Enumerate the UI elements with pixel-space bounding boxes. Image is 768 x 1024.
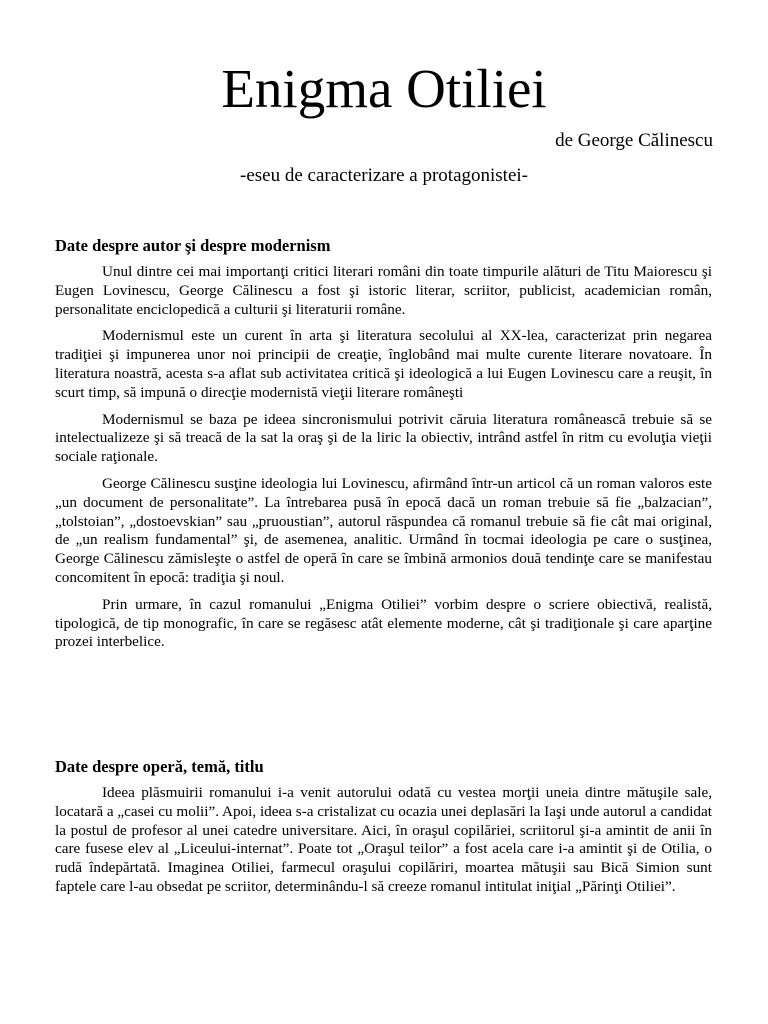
section-author-modernism: [55, 235, 712, 660]
document-subtitle: -eseu de caracterizare a protagonistei-: [240, 165, 528, 186]
paragraph: Modernismul este un curent în arta şi literatura secolului al XX-lea, caracterizat prin negarea tradiţiei şi impunerea unor noi principii de creaţie, înglobând mai multe curente literare novatoare. În literatura noastră, acesta s-a aflat sub activitatea critică şi ideologică a lui Eugen Lovinescu care a reuşit, în scurt timp, să impună o direcţie modernistă vieţii literare româneşti: [55, 327, 712, 401]
paragraph: Prin urmare, în cazul romanului „Enigma Otiliei” vorbim despre o scriere obiectivă, realistă, tipologică, de tip monografic, în care se regăsesc atât elemente moderne, cât şi tradiţionale şi care aparţine prozei interbelice.: [55, 595, 712, 651]
section-heading: Date despre operă, temă, titlu: [55, 757, 264, 776]
paragraph: Modernismul se baza pe ideea sincronismului potrivit căruia literatura românească trebuie să se intelectualizeze şi să treacă de la sat la oraş şi de la liric la obiectiv, intrând astfel în ritm cu evoluţia vieţii sociale raţionale.: [55, 410, 712, 466]
section-work-theme-title: [55, 756, 712, 905]
document-author: de George Călinescu: [555, 130, 713, 151]
document-title: Enigma Otiliei: [221, 58, 547, 119]
section-heading: Date despre autor şi despre modernism: [55, 236, 331, 255]
paragraph: Unul dintre cei mai importanţi critici literari români din toate timpurile alături de Titu Maiorescu şi Eugen Lovinescu, George Călinescu a fost şi istoric literar, scriitor, publicist, academician român, personalitate enciclopedică a culturii şi literaturii române.: [55, 263, 712, 318]
paragraph: Ideea plăsmuirii romanului i-a venit autorului odată cu vestea morţii uneia dintre mătuşile sale, locatară a „casei cu molii”. Apoi, ideea s-a cristalizat cu ocazia unei deplasări la Iaşi unde autorul a candidat la postul de profesor al unei catedre universitare. Aici, în oraşul copilăriei, scriitorul şi-a amintit de anii în care fusese elev al „Liceului-internat”. Poate tot „Oraşul teilor” a fost acela care i-a amintit şi de Otilia, o rudă îndepărtată. Imaginea Otiliei, farmecul oraşului copilăriri, moartea mătuşii sau Bică Simion sunt faptele care l-au obsedat pe scriitor, determinându-l să creeze romanul intitulat iniţial „Părinţi Otiliei”.: [55, 784, 712, 895]
paragraph: George Călinescu susţine ideologia lui Lovinescu, afirmând într-un articol că un roman valoros este „un document de personalitate”. La întrebarea pusă în epocă dacă un roman trebuie să fie „balzacian”, „tolstoian”, „dostoevskian” sau „pruoustian”, autorul răspundea că romanul trebuie să fie cât mai original, de „un realism fundamental” şi, de asemenea, analitic. Urmând în tocmai ideologia pe care o susţinea, George Călinescu zămisleşte o astfel de operă în care se îmbină armonios două tendinţe care se manifestau concomitent în epocă: tradiţia şi noul.: [55, 474, 712, 586]
